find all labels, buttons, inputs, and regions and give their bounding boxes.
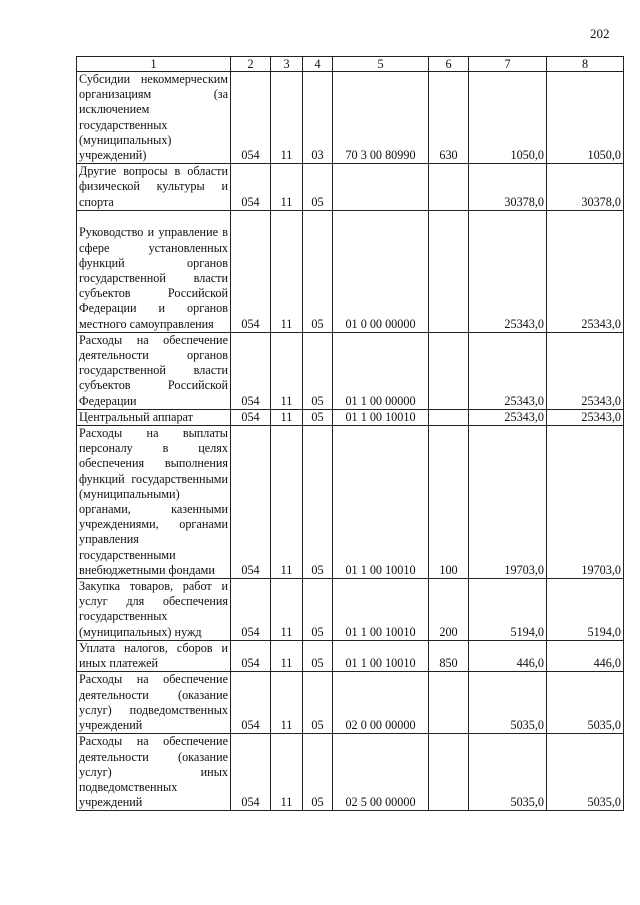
cell-col4: 05 [303, 332, 333, 409]
cell-col7: 25343,0 [469, 409, 547, 425]
cell-col4: 05 [303, 426, 333, 579]
cell-col6 [429, 734, 469, 811]
cell-col8: 1050,0 [547, 72, 624, 164]
cell-col4: 03 [303, 72, 333, 164]
cell-col7: 5035,0 [469, 672, 547, 734]
cell-col8: 25343,0 [547, 409, 624, 425]
table-row [77, 409, 624, 425]
cell-col6 [429, 409, 469, 425]
cell-col8: 19703,0 [547, 426, 624, 579]
row-name: Закупка товаров, работ и услуг для обеспечения государственных (муниципальных) нужд [77, 579, 231, 641]
cell-col8: 446,0 [547, 640, 624, 671]
cell-col4: 05 [303, 734, 333, 811]
cell-col7: 30378,0 [469, 164, 547, 211]
table-row [77, 426, 624, 579]
cell-col6 [429, 672, 469, 734]
cell-col8: 5194,0 [547, 579, 624, 641]
cell-col5: 01 1 00 10010 [333, 579, 429, 641]
column-number-row [77, 57, 624, 72]
cell-col4: 05 [303, 409, 333, 425]
column-header: 4 [303, 57, 333, 72]
column-header: 6 [429, 57, 469, 72]
cell-col7: 19703,0 [469, 426, 547, 579]
cell-col2: 054 [231, 734, 271, 811]
cell-col2: 054 [231, 72, 271, 164]
cell-col6 [429, 164, 469, 211]
row-name: Субсидии некоммерческим организациям (за исключением государственных (муниципальных) учреждений) [77, 72, 231, 164]
cell-col8: 25343,0 [547, 332, 624, 409]
cell-col8: 5035,0 [547, 734, 624, 811]
cell-col5: 01 1 00 10010 [333, 640, 429, 671]
cell-col2: 054 [231, 164, 271, 211]
cell-col2: 054 [231, 210, 271, 332]
column-header: 2 [231, 57, 271, 72]
row-name: Центральный аппарат [77, 409, 231, 425]
cell-col3: 11 [271, 210, 303, 332]
row-name: Расходы на выплаты персоналу в целях обеспечения выполнения функций государственными (муниципальными) органами, казенными учреждениями, органами управления государственными внебюджетными фондами [77, 426, 231, 579]
cell-col7: 5194,0 [469, 579, 547, 641]
column-header: 5 [333, 57, 429, 72]
cell-col3: 11 [271, 672, 303, 734]
cell-col3: 11 [271, 409, 303, 425]
cell-col6: 850 [429, 640, 469, 671]
table-row [77, 579, 624, 641]
cell-col4: 05 [303, 672, 333, 734]
cell-col3: 11 [271, 426, 303, 579]
cell-col7: 25343,0 [469, 210, 547, 332]
cell-col5: 02 0 00 00000 [333, 672, 429, 734]
cell-col8: 30378,0 [547, 164, 624, 211]
cell-col3: 11 [271, 734, 303, 811]
cell-col7: 5035,0 [469, 734, 547, 811]
column-header: 1 [77, 57, 231, 72]
cell-col4: 05 [303, 579, 333, 641]
budget-table [76, 56, 624, 811]
cell-col5: 02 5 00 00000 [333, 734, 429, 811]
table-row [77, 734, 624, 811]
cell-col3: 11 [271, 72, 303, 164]
table-row [77, 164, 624, 211]
cell-col6: 200 [429, 579, 469, 641]
column-header: 8 [547, 57, 624, 72]
cell-col2: 054 [231, 672, 271, 734]
cell-col7: 446,0 [469, 640, 547, 671]
cell-col6: 630 [429, 72, 469, 164]
table-row [77, 72, 624, 164]
cell-col8: 5035,0 [547, 672, 624, 734]
cell-col5: 01 1 00 10010 [333, 409, 429, 425]
cell-col5: 01 0 00 00000 [333, 210, 429, 332]
cell-col2: 054 [231, 409, 271, 425]
cell-col6 [429, 210, 469, 332]
row-name: Другие вопросы в области физической культуры и спорта [77, 164, 231, 211]
row-name: Расходы на обеспечение деятельности органов государственной власти субъектов Российской Федерации [77, 332, 231, 409]
cell-col2: 054 [231, 426, 271, 579]
cell-col2: 054 [231, 579, 271, 641]
table-row [77, 332, 624, 409]
cell-col7: 25343,0 [469, 332, 547, 409]
cell-col4: 05 [303, 164, 333, 211]
cell-col3: 11 [271, 579, 303, 641]
cell-col2: 054 [231, 640, 271, 671]
cell-col6 [429, 332, 469, 409]
cell-col5: 01 1 00 00000 [333, 332, 429, 409]
column-header: 7 [469, 57, 547, 72]
row-name: Расходы на обеспечение деятельности (оказание услуг) подведомственных учреждений [77, 672, 231, 734]
cell-col4: 05 [303, 640, 333, 671]
table-row [77, 210, 624, 332]
page-number: 202 [590, 26, 610, 41]
cell-col6: 100 [429, 426, 469, 579]
cell-col3: 11 [271, 164, 303, 211]
cell-col5: 01 1 00 10010 [333, 426, 429, 579]
column-header: 3 [271, 57, 303, 72]
cell-col7: 1050,0 [469, 72, 547, 164]
table-row [77, 640, 624, 671]
cell-col3: 11 [271, 640, 303, 671]
cell-col5: 70 3 00 80990 [333, 72, 429, 164]
cell-col8: 25343,0 [547, 210, 624, 332]
row-name: Расходы на обеспечение деятельности (оказание услуг) иных подведомственных учреждений [77, 734, 231, 811]
table-row [77, 672, 624, 734]
row-name: Руководство и управление в сфере установленных функций органов государственной власти субъектов Российской Федерации и органов местного самоуправления [77, 210, 231, 332]
cell-col4: 05 [303, 210, 333, 332]
row-name: Уплата налогов, сборов и иных платежей [77, 640, 231, 671]
cell-col3: 11 [271, 332, 303, 409]
cell-col2: 054 [231, 332, 271, 409]
cell-col5 [333, 164, 429, 211]
